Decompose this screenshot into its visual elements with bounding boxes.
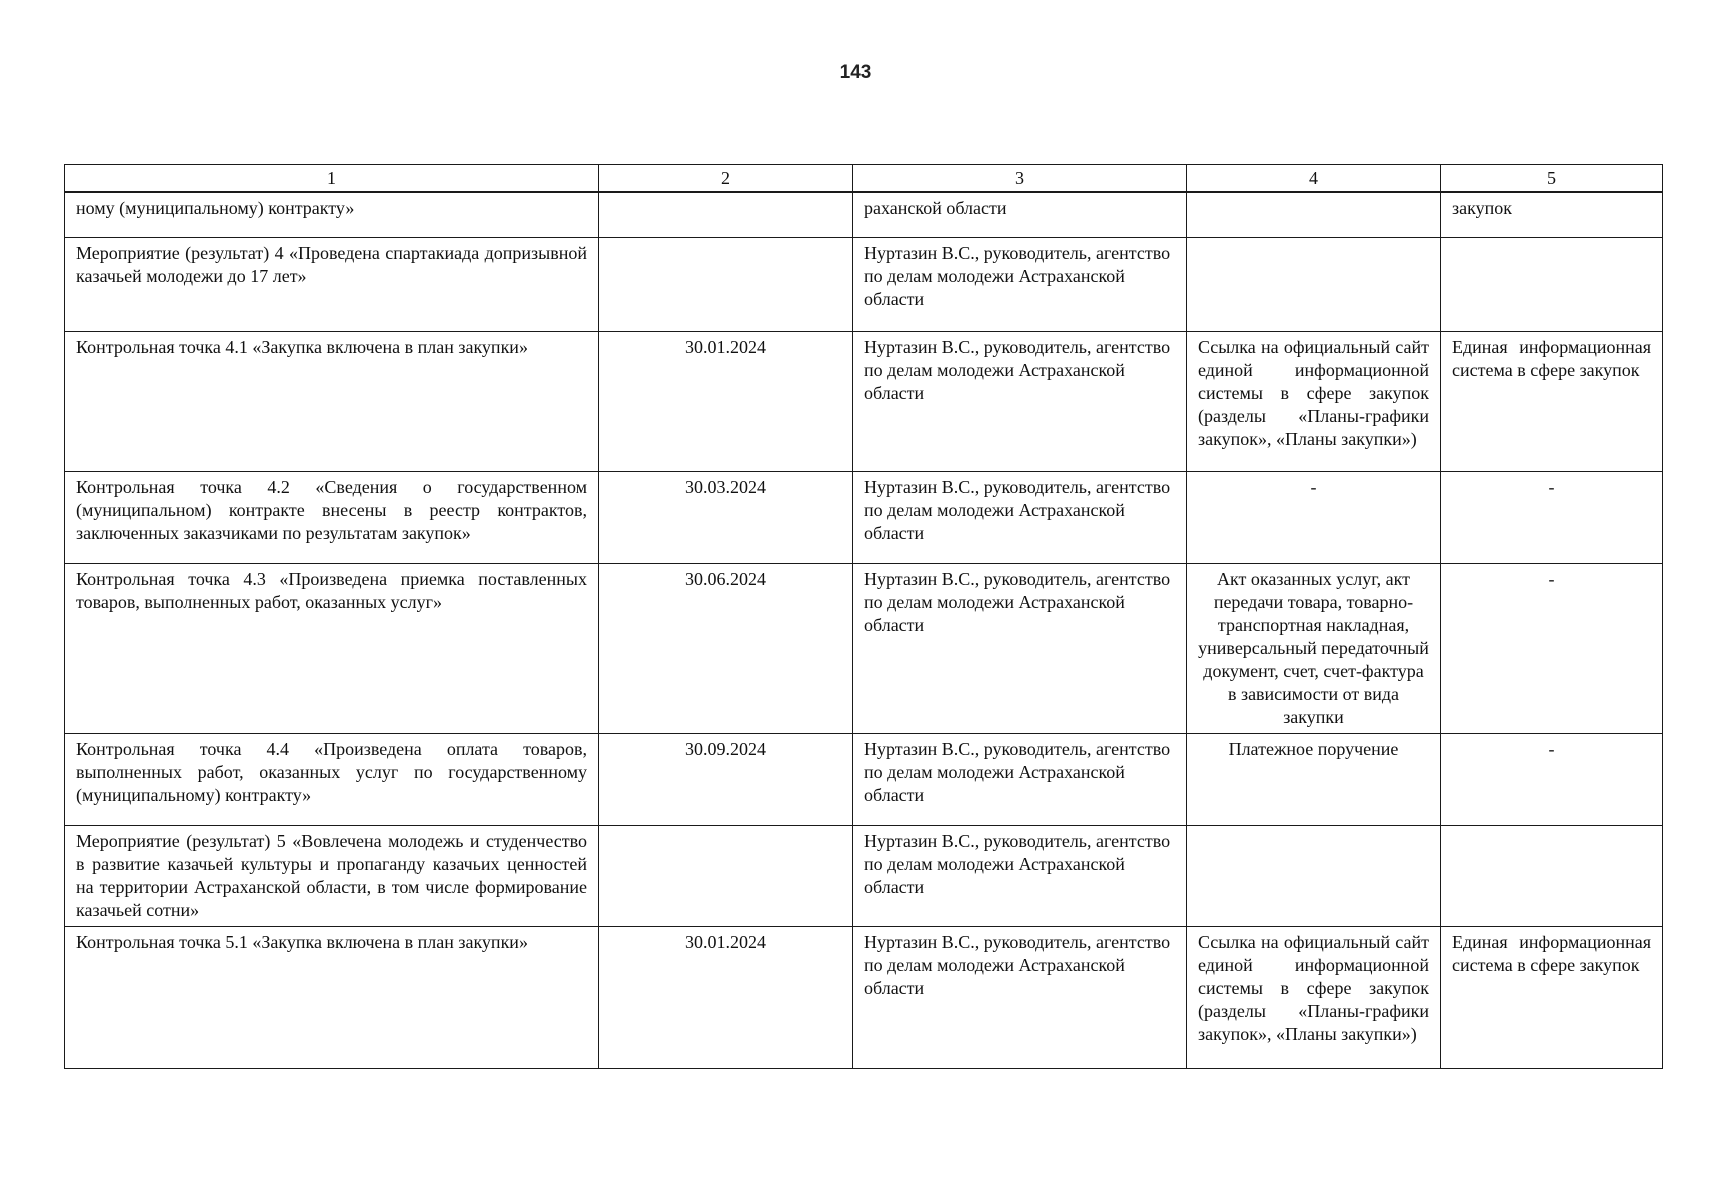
cell-date: 30.01.2024 [599, 926, 853, 1068]
cell-date [599, 825, 853, 926]
cell-info-system: закупок [1441, 192, 1663, 237]
cell-responsible: Нуртазин В.С., руководитель, агентство по делам молодежи Астраханской области [853, 733, 1187, 825]
cell-info-system: - [1441, 733, 1663, 825]
table-row [65, 926, 1663, 1068]
cell-info-system: Единая информационная система в сфере закупок [1441, 331, 1663, 471]
table-row [65, 237, 1663, 331]
cell-responsible: Нуртазин В.С., руководитель, агентство по делам молодежи Астраханской области [853, 331, 1187, 471]
cell-document [1187, 237, 1441, 331]
cell-description: Контрольная точка 4.3 «Произведена приемка поставленных товаров, выполненных работ, оказанных услуг» [65, 563, 599, 733]
cell-info-system [1441, 237, 1663, 331]
table-row [65, 563, 1663, 733]
cell-responsible: Нуртазин В.С., руководитель, агентство по делам молодежи Астраханской области [853, 825, 1187, 926]
cell-document: Ссылка на официальный сайт единой информационной системы в сфере закупок (разделы «Планы-графики закупок», «Планы закупки») [1187, 331, 1441, 471]
cell-date [599, 192, 853, 237]
cell-description: Контрольная точка 5.1 «Закупка включена в план закупки» [65, 926, 599, 1068]
page-number: 143 [839, 62, 872, 83]
column-header-3: 3 [853, 165, 1187, 193]
cell-date: 30.01.2024 [599, 331, 853, 471]
cell-info-system: - [1441, 471, 1663, 563]
cell-responsible: Нуртазин В.С., руководитель, агентство по делам молодежи Астраханской области [853, 471, 1187, 563]
table-row [65, 471, 1663, 563]
cell-document: Акт оказанных услуг, акт передачи товара, товарно-транспортная накладная, универсальный передаточный документ, счет, счет-фактура в зависимости от вида закупки [1187, 563, 1441, 733]
header-row [65, 165, 1663, 193]
cell-document: - [1187, 471, 1441, 563]
cell-document: Платежное поручение [1187, 733, 1441, 825]
cell-responsible: Нуртазин В.С., руководитель, агентство по делам молодежи Астраханской области [853, 237, 1187, 331]
table-row [65, 825, 1663, 926]
cell-date [599, 237, 853, 331]
cell-date: 30.03.2024 [599, 471, 853, 563]
column-header-4: 4 [1187, 165, 1441, 193]
column-header-2: 2 [599, 165, 853, 193]
table-row [65, 733, 1663, 825]
measures-table [64, 164, 1663, 1069]
column-header-1: 1 [65, 165, 599, 193]
cell-description: Мероприятие (результат) 5 «Вовлечена молодежь и студенчество в развитие казачьей культуры и пропаганду казачьих ценностей на территории Астраханской области, в том числе формирование казачьей сотни» [65, 825, 599, 926]
cell-description: ному (муниципальному) контракту» [65, 192, 599, 237]
table-row [65, 192, 1663, 237]
cell-description: Контрольная точка 4.2 «Сведения о государственном (муниципальном) контракте внесены в реестр контрактов, заключенных заказчиками по результатам закупок» [65, 471, 599, 563]
cell-responsible: Нуртазин В.С., руководитель, агентство по делам молодежи Астраханской области [853, 563, 1187, 733]
cell-description: Контрольная точка 4.4 «Произведена оплата товаров, выполненных работ, оказанных услуг по государственному (муниципальному) контракту» [65, 733, 599, 825]
cell-document [1187, 192, 1441, 237]
cell-responsible: Нуртазин В.С., руководитель, агентство по делам молодежи Астраханской области [853, 926, 1187, 1068]
cell-responsible: раханской области [853, 192, 1187, 237]
cell-document: Ссылка на официальный сайт единой информационной системы в сфере закупок (разделы «Планы-графики закупок», «Планы закупки») [1187, 926, 1441, 1068]
cell-date: 30.09.2024 [599, 733, 853, 825]
cell-document [1187, 825, 1441, 926]
table-row [65, 331, 1663, 471]
cell-info-system: Единая информационная система в сфере закупок [1441, 926, 1663, 1068]
cell-date: 30.06.2024 [599, 563, 853, 733]
cell-info-system [1441, 825, 1663, 926]
cell-info-system: - [1441, 563, 1663, 733]
cell-description: Контрольная точка 4.1 «Закупка включена в план закупки» [65, 331, 599, 471]
column-header-5: 5 [1441, 165, 1663, 193]
cell-description: Мероприятие (результат) 4 «Проведена спартакиада допризывной казачьей молодежи до 17 лет» [65, 237, 599, 331]
